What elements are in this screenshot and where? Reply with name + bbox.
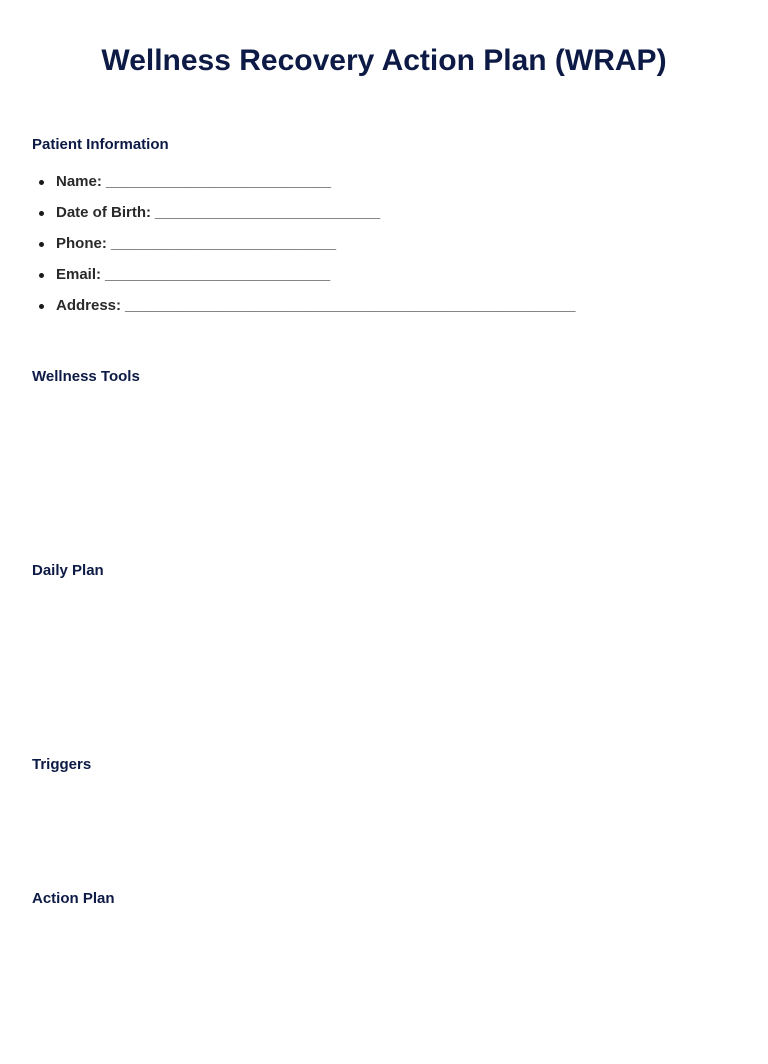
- address-label: Address:: [56, 297, 122, 314]
- bullet-icon: [39, 304, 44, 309]
- address-field[interactable]: [32, 296, 576, 327]
- date-of-birth-blank-line[interactable]: ___________________________: [155, 204, 381, 221]
- email-label: Email:: [56, 266, 102, 283]
- address-blank-line[interactable]: ______________________________________________________: [125, 297, 576, 314]
- bullet-icon: [39, 242, 44, 247]
- phone-blank-line[interactable]: ___________________________: [110, 235, 337, 252]
- daily-plan-heading: Daily Plan: [32, 562, 104, 579]
- phone-label: Phone:: [56, 235, 107, 252]
- name-blank-line[interactable]: ___________________________: [105, 173, 332, 190]
- wellness-tools-heading: Wellness Tools: [32, 368, 140, 385]
- patient-information-list: [32, 172, 576, 327]
- email-blank-line[interactable]: ___________________________: [105, 266, 331, 283]
- email-field[interactable]: [32, 265, 576, 296]
- phone-field[interactable]: [32, 234, 576, 265]
- bullet-icon: [39, 211, 44, 216]
- bullet-icon: [39, 273, 44, 278]
- name-field[interactable]: [32, 172, 576, 203]
- action-plan-heading: Action Plan: [32, 890, 115, 907]
- bullet-icon: [39, 180, 44, 185]
- date-of-birth-label: Date of Birth:: [56, 204, 151, 221]
- page-title: Wellness Recovery Action Plan (WRAP): [101, 44, 667, 77]
- name-label: Name:: [56, 173, 102, 190]
- triggers-heading: Triggers: [32, 756, 92, 773]
- date-of-birth-field[interactable]: [32, 203, 576, 234]
- patient-information-heading: Patient Information: [32, 136, 169, 153]
